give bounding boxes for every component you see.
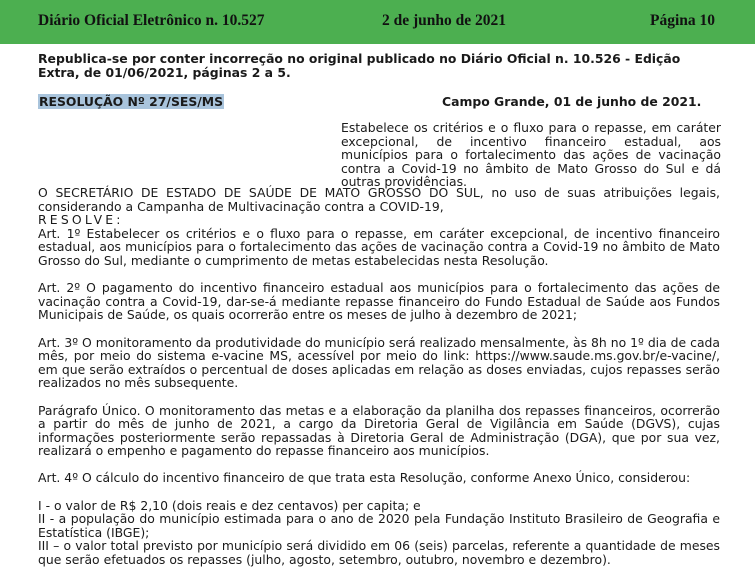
- article-3: Art. 3º O monitoramento da produtividade do município será realizado mensalmente, às 8h no 1º dia de cada mês, por meio do sistema e-vacine MS, acessível por meio do link: https://www.saude.ms.gov.br/e-vacine/, em que serão extraídos o percentual de doses aplicadas em relação as doses enviadas, cujos repasses serão realizados no mês subsequente.: [38, 334, 720, 391]
- article-2: Art. 2º O pagamento do incentivo financeiro estadual aos municípios para o fortalecimento das ações de vacinação contra a Covid-19, dar-se-á mediante repasse financeiro do Fundo Estadual de Saúde aos Fundos Municipais de Saúde, os quais ocorrerão entre os meses de julho à dezembro de 2021;: [38, 280, 720, 323]
- gazette-date: 2 de junho de 2021: [382, 12, 507, 29]
- sole-paragraph: Parágrafo Único. O monitoramento das metas e a elaboração da planilha dos repasses financeiros, ocorrerão a partir do mês de junho de 2021, a cargo da Diretoria Geral de Vigilância em Saúde (DGVS), cujas informações posteriormente serão repassadas à Diretoria Geral de Administração (DGA), que por sua vez, realizará o empenho e pagamento do repasse financeiro aos municípios.: [38, 402, 720, 459]
- article-4: Art. 4º O cálculo do incentivo financeiro de que trata esta Resolução, conforme Anexo Único, considerou:: [38, 470, 691, 486]
- gazette-page-number: Página 10: [650, 12, 716, 29]
- resolution-title[interactable]: RESOLUÇÃO Nº 27/SES/MS: [39, 94, 224, 109]
- preamble: O SECRETÁRIO DE ESTADO DE SAÚDE DE MATO GROSSO DO SUL, no uso de suas atribuições legais, considerando a Campanha de Multivacinação contra a COVID-19,: [38, 185, 720, 214]
- republication-notice: Republica-se por conter incorreção no original publicado no Diário Oficial n. 10.526 - Edição Extra, de 01/06/2021, páginas 2 a 5.: [38, 51, 681, 80]
- gazette-title: Diário Oficial Eletrônico n. 10.527: [38, 12, 265, 29]
- item-3: III – o valor total previsto por município será dividido em 06 (seis) parcelas, referente a quantidade de meses que serão efetuados os repasses (julho, agosto, setembro, outubro, novembro e dezembro).: [38, 538, 720, 568]
- item-2: II - a população do município estimada para o ano de 2020 pela Fundação Instituto Brasileiro de Geografia e Estatística (IBGE);: [38, 511, 720, 540]
- resolve-heading: RESOLVE:: [38, 212, 124, 228]
- resolution-body: [38, 186, 720, 567]
- gazette-header: [0, 0, 755, 44]
- item-1: I - o valor de R$ 2,10 (dois reais e dez centavos) per capita; e: [38, 497, 421, 513]
- resolution-place-date: Campo Grande, 01 de junho de 2021.: [442, 94, 702, 109]
- resolution-ementa: Estabelece os critérios e o fluxo para o repasse, em caráter excepcional, de incentivo financeiro estadual, aos municípios para o fortalecimento das ações de vacinação contra a Covid-19 no âmbito de Mato Grosso do Sul e dá outras providências.: [341, 120, 721, 190]
- article-1: Art. 1º Estabelecer os critérios e o fluxo para o repasse, em caráter excepcional, de incentivo financeiro estadual, aos municípios para o fortalecimento das ações de vacinação contra a Covid-19 no âmbito de Mato Grosso do Sul, mediante o cumprimento de metas estabelecidas nesta Resolução.: [38, 225, 720, 268]
